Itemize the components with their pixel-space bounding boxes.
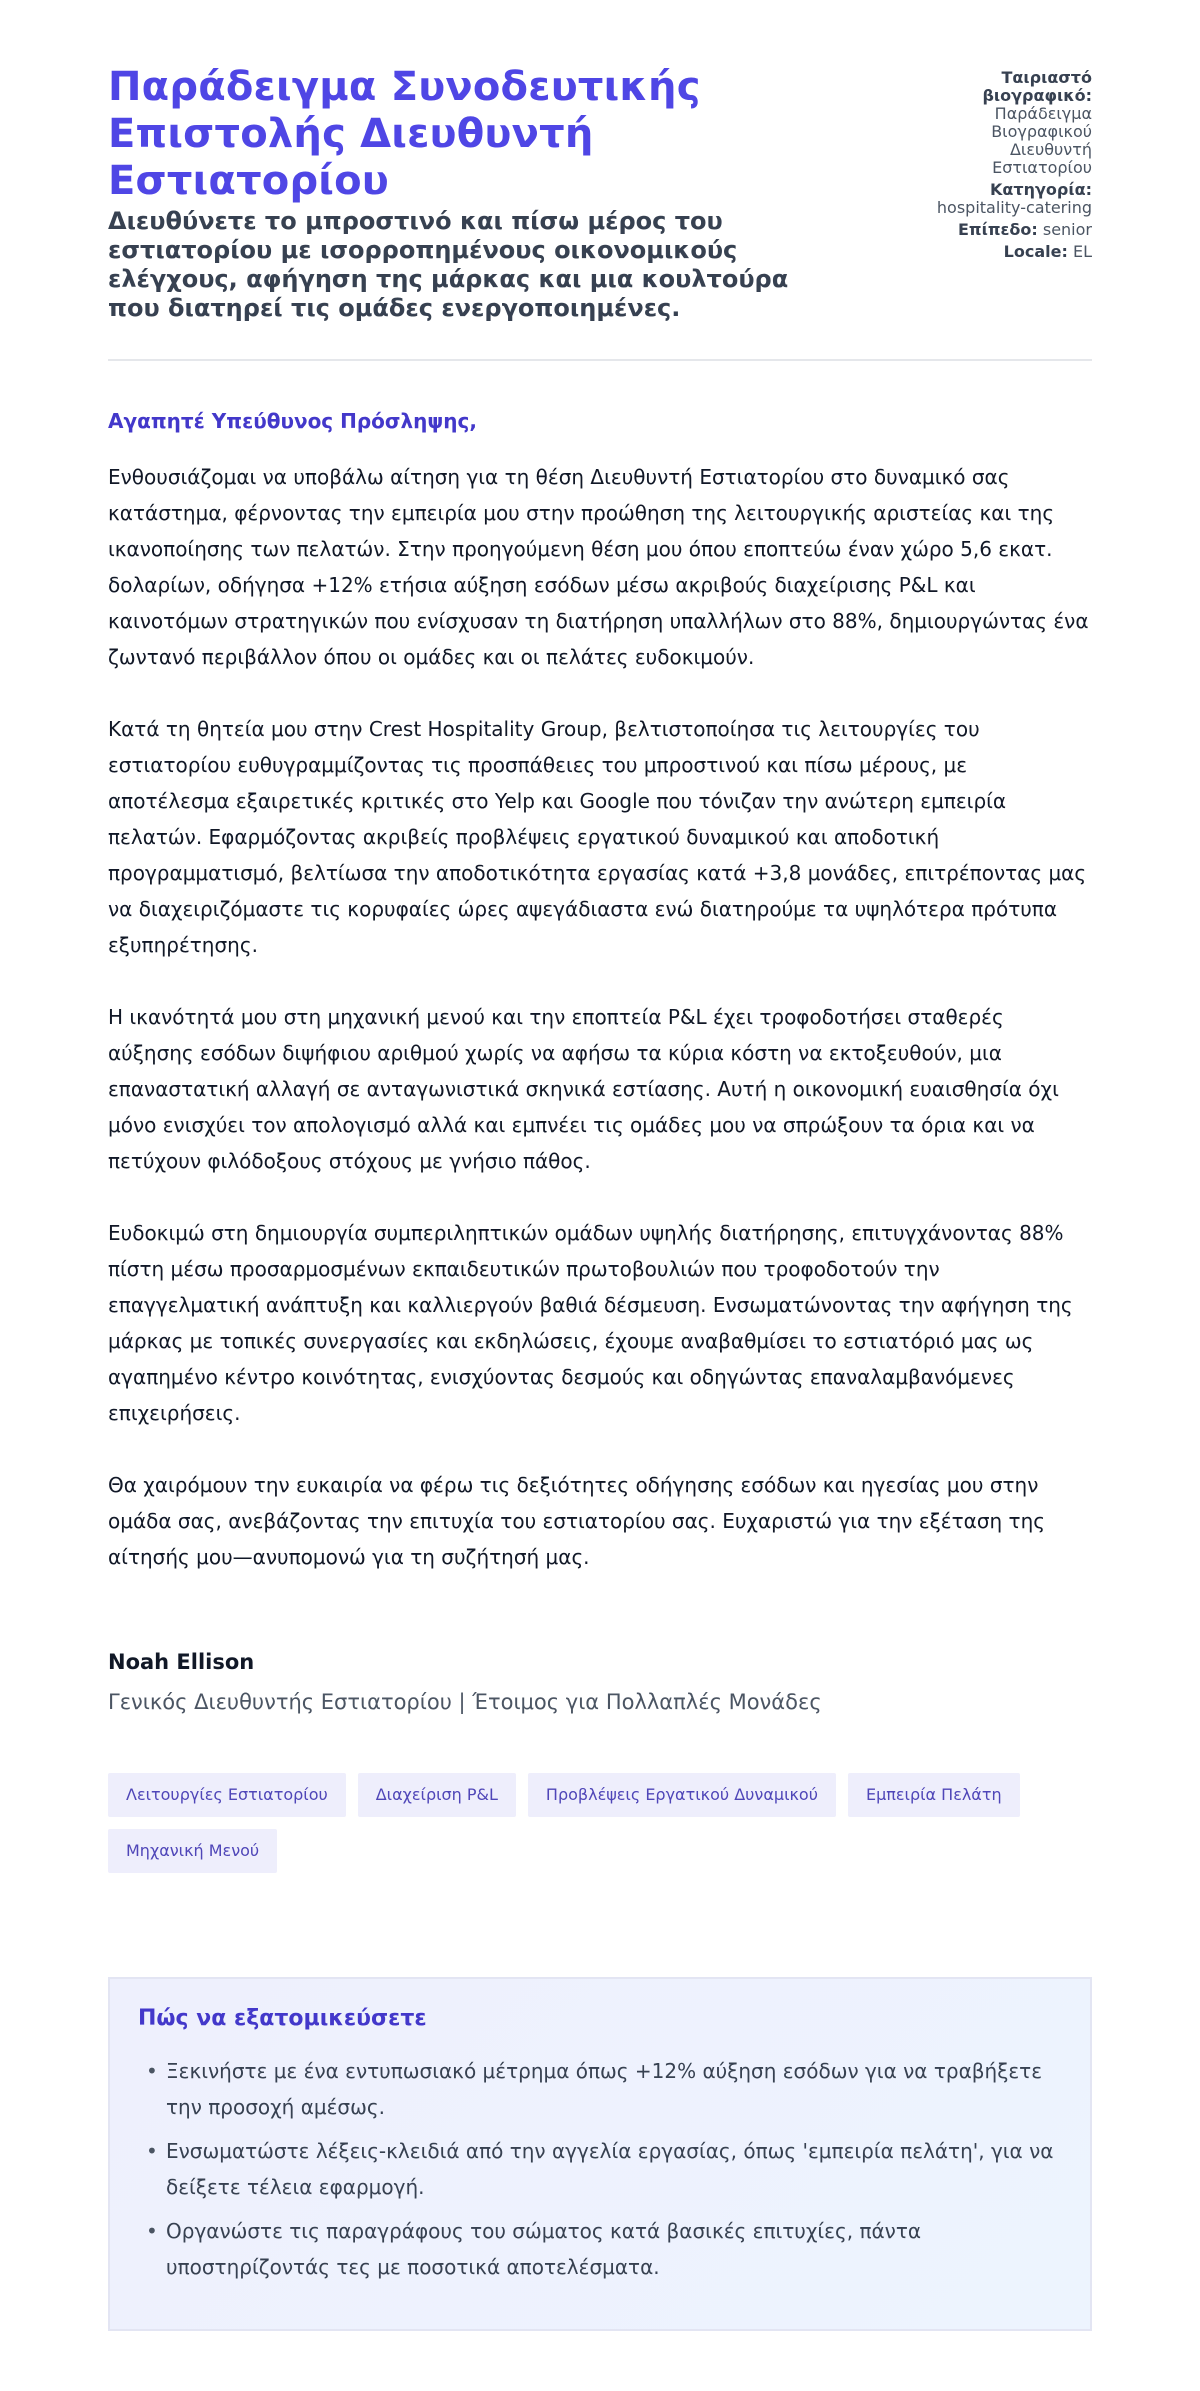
tips-list [138,2053,1062,2285]
tip-item [138,2053,1062,2125]
page-title: Παράδειγμα Συνοδευτικής Επιστολής Διευθυντή Εστιατορίου [108,64,701,204]
signature-block [108,1649,1092,1715]
salutation: Αγαπητέ Υπεύθυνος Πρόσληψης, [108,409,477,433]
meta-level-label: Επίπεδο: [958,220,1038,239]
meta-category-label: Κατηγορία: [990,180,1092,199]
letter-paragraph: Ευδοκιμώ στη δημιουργία συμπεριληπτικών ομάδων υψηλής διατήρησης, επιτυγχάνοντας 88% πίστη μέσω προσαρμοσμένων εκπαιδευτικών πρωτοβουλιών που τροφοδοτούν την επαγγελματική ανάπτυξη και καλλιεργούν βαθιά δέσμευση. Ενσωματώνοντας την αφήγηση της μάρκας με τοπικές συνεργασίες και εκδηλώσεις, έχουμε αναβαθμίσει το εστιατόριό μας ως αγαπημένο κέντρο κοινότητας, ενισχύοντας δεσμούς και οδηγώντας επαναλαμβανόμενες επιχειρήσεις. [108,1221,1073,1425]
meta-category-value: hospitality-catering [936,198,1092,217]
signature-name: Noah Ellison [108,1650,255,1674]
letter-body [108,409,1092,1715]
page-subtitle: Διευθύνετε το μπροστινό και πίσω μέρος του εστιατορίου με ισορροπημένους οικονομικούς ελέγχους, αφήγηση της μάρκας και μια κουλτούρα που διατηρεί τις ομάδες ενεργοποιημένες. [108,207,789,322]
skill-tags [108,1773,1092,1873]
tip-item [138,2213,1062,2285]
meta-category [887,181,1092,217]
skill-tag: Διαχείριση P&L [358,1773,516,1817]
meta-locale-value: EL [1072,242,1092,261]
tip-text: Οργανώστε τις παραγράφους του σώματος κατά βασικές επιτυχίες, πάντα υποστηρίζοντάς τες με ποσοτικά αποτελέσματα. [166,2219,922,2279]
header-titles [108,64,887,323]
meta-level-value: senior [1042,220,1092,239]
meta-resume-label: Ταιριαστό βιογραφικό: [982,68,1092,105]
meta-level [887,221,1092,239]
meta-locale [887,243,1092,261]
tip-item [138,2133,1062,2205]
skill-tag: Μηχανική Μενού [108,1829,277,1873]
bullet-icon: • [146,2059,158,2083]
bullet-icon: • [146,2219,158,2243]
skill-tag: Προβλέψεις Εργατικού Δυναμικού [528,1773,836,1817]
tips-title: Πώς να εξατομικεύσετε [138,2006,427,2031]
meta-resume-value: Παράδειγμα Βιογραφικού Διευθυντή Εστιατορίου [991,104,1092,177]
letter-paragraph: Κατά τη θητεία μου στην Crest Hospitality Group, βελτιστοποίησα τις λειτουργίες του εστιατορίου ευθυγραμμίζοντας τις προσπάθειες του μπροστινού και πίσω μέρους, με αποτέλεσμα εξαιρετικές κριτικές στο Yelp και Google που τόνιζαν την ανώτερη εμπειρία πελατών. Εφαρμόζοντας ακριβείς προβλέψεις εργατικού δυναμικού και αποδοτική προγραμματισμό, βελτίωσα την αποδοτικότητα εργασίας κατά +3,8 μονάδες, επιτρέποντας μας να διαχειριζόμαστε τις κορυφαίες ώρες αψεγάδιαστα ενώ διατηρούμε τα υψηλότερα πρότυπα εξυπηρέτησης. [108,717,1087,957]
page-header [108,64,1092,361]
skill-tag: Λειτουργίες Εστιατορίου [108,1773,346,1817]
meta-locale-label: Locale: [1003,242,1068,261]
tip-text: Ενσωματώστε λέξεις-κλειδιά από την αγγελία εργασίας, όπως 'εμπειρία πελάτη', για να δείξετε τέλεια εφαρμογή. [166,2139,1054,2199]
bullet-icon: • [146,2139,158,2163]
signature-title: Γενικός Διευθυντής Εστιατορίου | Έτοιμος για Πολλαπλές Μονάδες [108,1690,822,1714]
customization-tips-box [108,1977,1092,2331]
meta-panel [887,64,1092,265]
letter-paragraph: Ενθουσιάζομαι να υποβάλω αίτηση για τη θέση Διευθυντή Εστιατορίου στο δυναμικό σας κατάστημα, φέρνοντας την εμπειρία μου στην προώθηση της λειτουργικής αριστείας και της ικανοποίησης των πελατών. Στην προηγούμενη θέση μου όπου εποπτεύω έναν χώρο 5,6 εκατ. δολαρίων, οδήγησα +12% ετήσια αύξηση εσόδων μέσω ακριβούς διαχείρισης P&L και καινοτόμων στρατηγικών που ενίσχυσαν τη διατήρηση υπαλλήλων στο 88%, δημιουργώντας ένα ζωντανό περιβάλλον όπου οι ομάδες και οι πελάτες ευδοκιμούν. [108,465,1089,669]
tip-text: Ξεκινήστε με ένα εντυπωσιακό μέτρημα όπως +12% αύξηση εσόδων για να τραβήξετε την προσοχή αμέσως. [166,2059,1043,2119]
letter-paragraph: Θα χαιρόμουν την ευκαιρία να φέρω τις δεξιότητες οδήγησης εσόδων και ηγεσίας μου στην ομάδα σας, ανεβάζοντας την επιτυχία του εστιατορίου σας. Ευχαριστώ για την εξέταση της αίτησής μου—ανυπομονώ για τη συζήτησή μας. [108,1473,1045,1569]
letter-paragraph: Η ικανότητά μου στη μηχανική μενού και την εποπτεία P&L έχει τροφοδοτήσει σταθερές αύξησης εσόδων διψήφιου αριθμού χωρίς να αφήσω τα κύρια κόστη να εκτοξευθούν, μια επαναστατική αλλαγή σε ανταγωνιστικά σκηνικά εστίασης. Αυτή η οικονομική ευαισθησία όχι μόνο ενισχύει τον απολογισμό αλλά και εμπνέει τις ομάδες μου να σπρώξουν τα όρια και να πετύχουν φιλόδοξους στόχους με γνήσιο πάθος. [108,1005,1059,1173]
meta-resume [887,69,1092,177]
skill-tag: Εμπειρία Πελάτη [848,1773,1020,1817]
